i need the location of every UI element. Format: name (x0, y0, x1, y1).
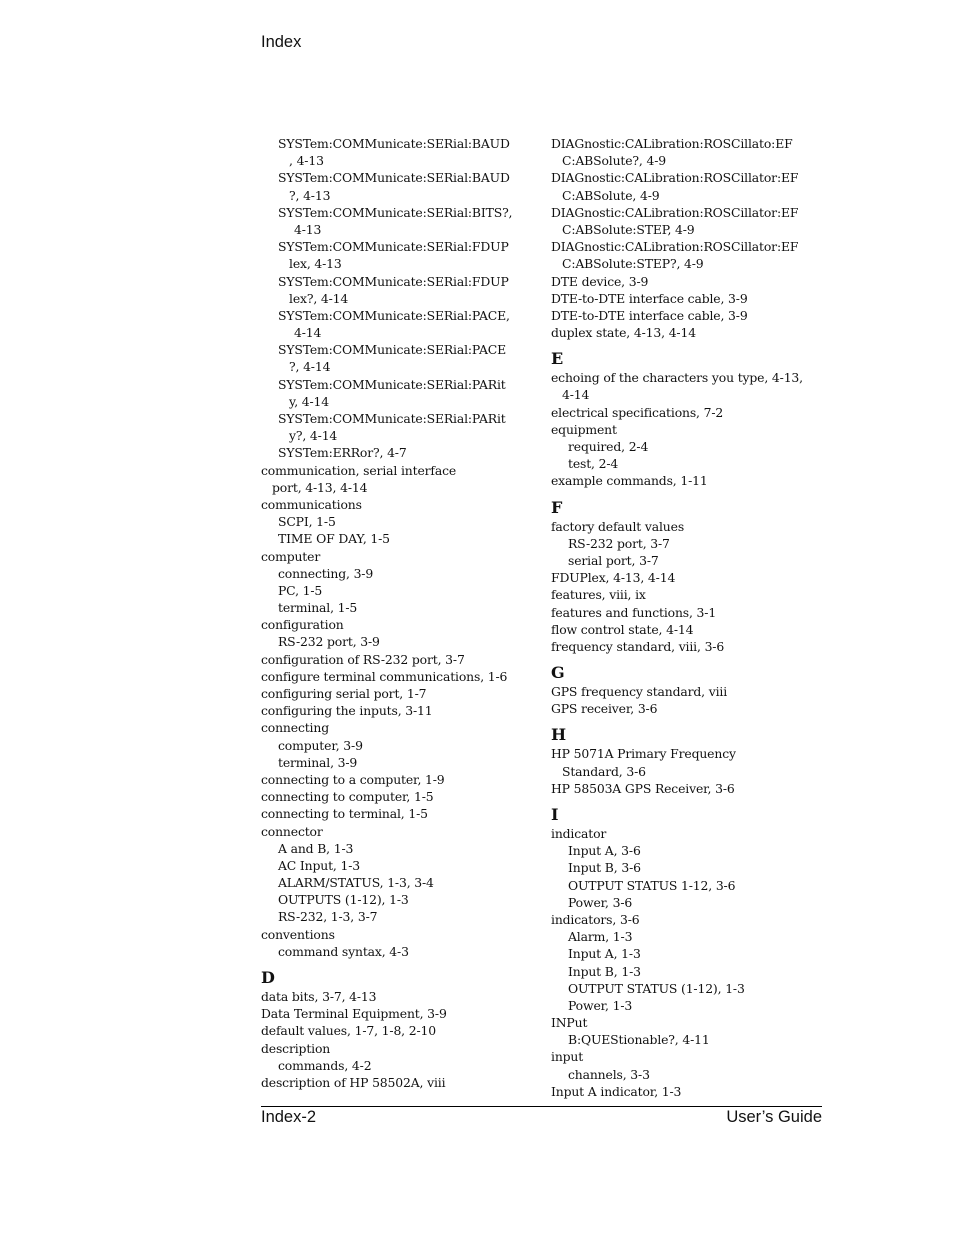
index-subentry: Input B, 3-6 (568, 860, 641, 876)
index-subentry: OUTPUTS (1-12), 1-3 (278, 892, 409, 908)
index-subentry: lex, 4-13 (289, 256, 342, 272)
index-entry: features and functions, 3-1 (551, 604, 717, 620)
index-entry: configuring the inputs, 3-11 (261, 703, 433, 719)
index-entry: equipment (551, 421, 617, 437)
index-entry: example commands, 1-11 (551, 473, 708, 489)
index-entry: connecting to a computer, 1-9 (261, 771, 445, 787)
index-entry: echoing of the characters you type, 4-13, (551, 370, 803, 386)
index-entry: frequency standard, viii, 3-6 (551, 638, 725, 654)
index-entry: description of HP 58502A, viii (261, 1074, 446, 1090)
index-subentry: 4-14 (562, 387, 590, 403)
index-entry: DTE-to-DTE interface cable, 3-9 (551, 307, 748, 323)
index-entry: indicators, 3-6 (551, 911, 640, 927)
index-entry: duplex state, 4-13, 4-14 (551, 325, 696, 341)
index-subentry: SYSTem:COMMunicate:SERial:PACE (278, 342, 506, 358)
index-subentry: terminal, 1-5 (278, 600, 358, 616)
index-entry: flow control state, 4-14 (551, 621, 694, 637)
index-entry: DIAGnostic:CALibration:ROSCillator:EF (551, 170, 799, 186)
running-header: Index (261, 33, 302, 51)
index-entry: connector (261, 823, 323, 839)
index-entry: connecting to computer, 1-5 (261, 789, 434, 805)
index-subentry: SYSTem:COMMunicate:SERial:PARit (278, 411, 506, 426)
index-subentry: RS-232 port, 3-7 (568, 535, 670, 551)
index-subentry: lex?, 4-14 (289, 290, 349, 306)
index-entry: HP 58503A GPS Receiver, 3-6 (551, 780, 735, 796)
index-entry: DTE device, 3-9 (551, 273, 649, 289)
index-subentry: SYSTem:COMMunicate:SERial:FDUP (278, 239, 509, 255)
index-subentry: SCPI, 1-5 (278, 514, 336, 530)
index-entry: INPut (551, 1015, 588, 1031)
index-subentry: TIME OF DAY, 1-5 (278, 531, 390, 547)
index-subentry: y?, 4-14 (289, 428, 338, 444)
index-column-left (261, 135, 546, 1091)
index-subentry: Alarm, 1-3 (568, 929, 633, 945)
index-entry: Input A indicator, 1-3 (551, 1083, 682, 1099)
index-subentry: C:ABSolute?, 4-9 (562, 153, 666, 169)
index-letter-heading: G (551, 663, 565, 683)
index-subentry: command syntax, 4-3 (278, 943, 409, 959)
index-subentry: 4-13 (294, 221, 322, 237)
index-entry: factory default values (551, 518, 685, 534)
index-subentry: computer, 3-9 (278, 737, 363, 753)
index-subentry: SYSTem:COMMunicate:SERial:BAUD (278, 170, 510, 186)
index-subentry: SYSTem:ERRor?, 4-7 (278, 445, 407, 461)
index-subentry: terminal, 3-9 (278, 754, 358, 770)
index-entry: connecting (261, 720, 329, 736)
index-entry: data bits, 3-7, 4-13 (261, 989, 377, 1004)
index-subentry: OUTPUT STATUS (1-12), 1-3 (568, 980, 745, 996)
guide-title: User’s Guide (726, 1108, 822, 1126)
footer-rule (261, 1106, 822, 1107)
index-subentry: RS-232 port, 3-9 (278, 634, 380, 650)
index-entry: GPS receiver, 3-6 (551, 701, 658, 717)
index-entry: electrical specifications, 7-2 (551, 404, 724, 420)
index-subentry: ?, 4-13 (289, 187, 331, 203)
index-letter-heading: H (551, 725, 566, 745)
index-entry: description (261, 1040, 331, 1056)
index-entry: communication, serial interface (261, 462, 457, 478)
index-entry: connecting to terminal, 1-5 (261, 806, 428, 822)
index-subentry: PC, 1-5 (278, 582, 323, 598)
index-entry: DTE-to-DTE interface cable, 3-9 (551, 290, 748, 306)
index-letter-heading: F (551, 497, 563, 517)
index-entry: Data Terminal Equipment, 3-9 (261, 1006, 447, 1022)
index-entry: computer (261, 548, 321, 564)
page-number: Index-2 (261, 1108, 317, 1126)
index-subentry: SYSTem:COMMunicate:SERial:FDUP (278, 273, 509, 289)
index-subentry: ALARM/STATUS, 1-3, 3-4 (278, 875, 434, 891)
index-subentry: SYSTem:COMMunicate:SERial:PACE, (278, 307, 510, 323)
index-entry: DIAGnostic:CALibration:ROSCillator:EF (551, 204, 799, 220)
index-subentry: Standard, 3-6 (562, 763, 646, 779)
index-entry: configuring serial port, 1-7 (261, 686, 427, 701)
index-subentry: , 4-13 (289, 153, 324, 169)
index-subentry: required, 2-4 (568, 439, 649, 454)
index-letter-heading: I (551, 805, 559, 824)
index-column-right (551, 135, 836, 1100)
index-subentry: Input B, 1-3 (568, 963, 641, 979)
index-entry: default values, 1-7, 1-8, 2-10 (261, 1023, 436, 1039)
index-entry: indicator (551, 826, 607, 841)
index-entry: HP 5071A Primary Frequency (551, 746, 736, 762)
index-entry: DIAGnostic:CALibration:ROSCillator:EF (551, 239, 799, 255)
index-subentry: Input A, 3-6 (568, 843, 641, 859)
index-entry: configuration (261, 617, 344, 633)
index-subentry: ?, 4-14 (289, 359, 331, 375)
index-subentry: SYSTem:COMMunicate:SERial:PARit (278, 376, 506, 392)
index-subentry: test, 2-4 (568, 456, 619, 472)
index-subentry: channels, 3-3 (568, 1066, 650, 1082)
index-entry: conventions (261, 926, 335, 942)
index-entry: configuration of RS-232 port, 3-7 (261, 651, 465, 667)
index-subentry: Power, 1-3 (568, 997, 633, 1013)
index-entry: GPS frequency standard, viii (551, 684, 728, 700)
index-entry: communications (261, 496, 362, 512)
index-subentry: C:ABSolute:STEP, 4-9 (562, 221, 695, 237)
index-subentry: SYSTem:COMMunicate:SERial:BAUD (278, 136, 510, 151)
index-entry: configure terminal communications, 1-6 (261, 668, 508, 684)
index-subentry: SYSTem:COMMunicate:SERial:BITS?, (278, 204, 513, 220)
index-subentry: port, 4-13, 4-14 (272, 479, 368, 495)
index-letter-heading: D (261, 968, 275, 987)
index-entry: features, viii, ix (551, 587, 646, 603)
index-subentry: B:QUEStionable?, 4-11 (568, 1032, 710, 1048)
index-subentry: connecting, 3-9 (278, 565, 374, 581)
index-entry: DIAGnostic:CALibration:ROSCillato:EF (551, 136, 793, 151)
index-subentry: AC Input, 1-3 (278, 857, 361, 873)
index-subentry: y, 4-14 (289, 393, 330, 409)
index-subentry: C:ABSolute:STEP?, 4-9 (562, 256, 704, 272)
index-subentry: serial port, 3-7 (568, 552, 659, 568)
index-subentry: C:ABSolute, 4-9 (562, 187, 660, 203)
index-subentry: commands, 4-2 (278, 1057, 372, 1073)
index-letter-heading: E (551, 349, 564, 369)
index-subentry: RS-232, 1-3, 3-7 (278, 909, 378, 925)
index-subentry: A and B, 1-3 (278, 840, 354, 856)
index-entry: input (551, 1049, 584, 1065)
index-subentry: 4-14 (294, 325, 322, 341)
index-subentry: Input A, 1-3 (568, 946, 641, 962)
index-subentry: Power, 3-6 (568, 894, 633, 910)
index-entry: FDUPlex, 4-13, 4-14 (551, 570, 676, 586)
index-subentry: OUTPUT STATUS 1-12, 3-6 (568, 877, 736, 893)
